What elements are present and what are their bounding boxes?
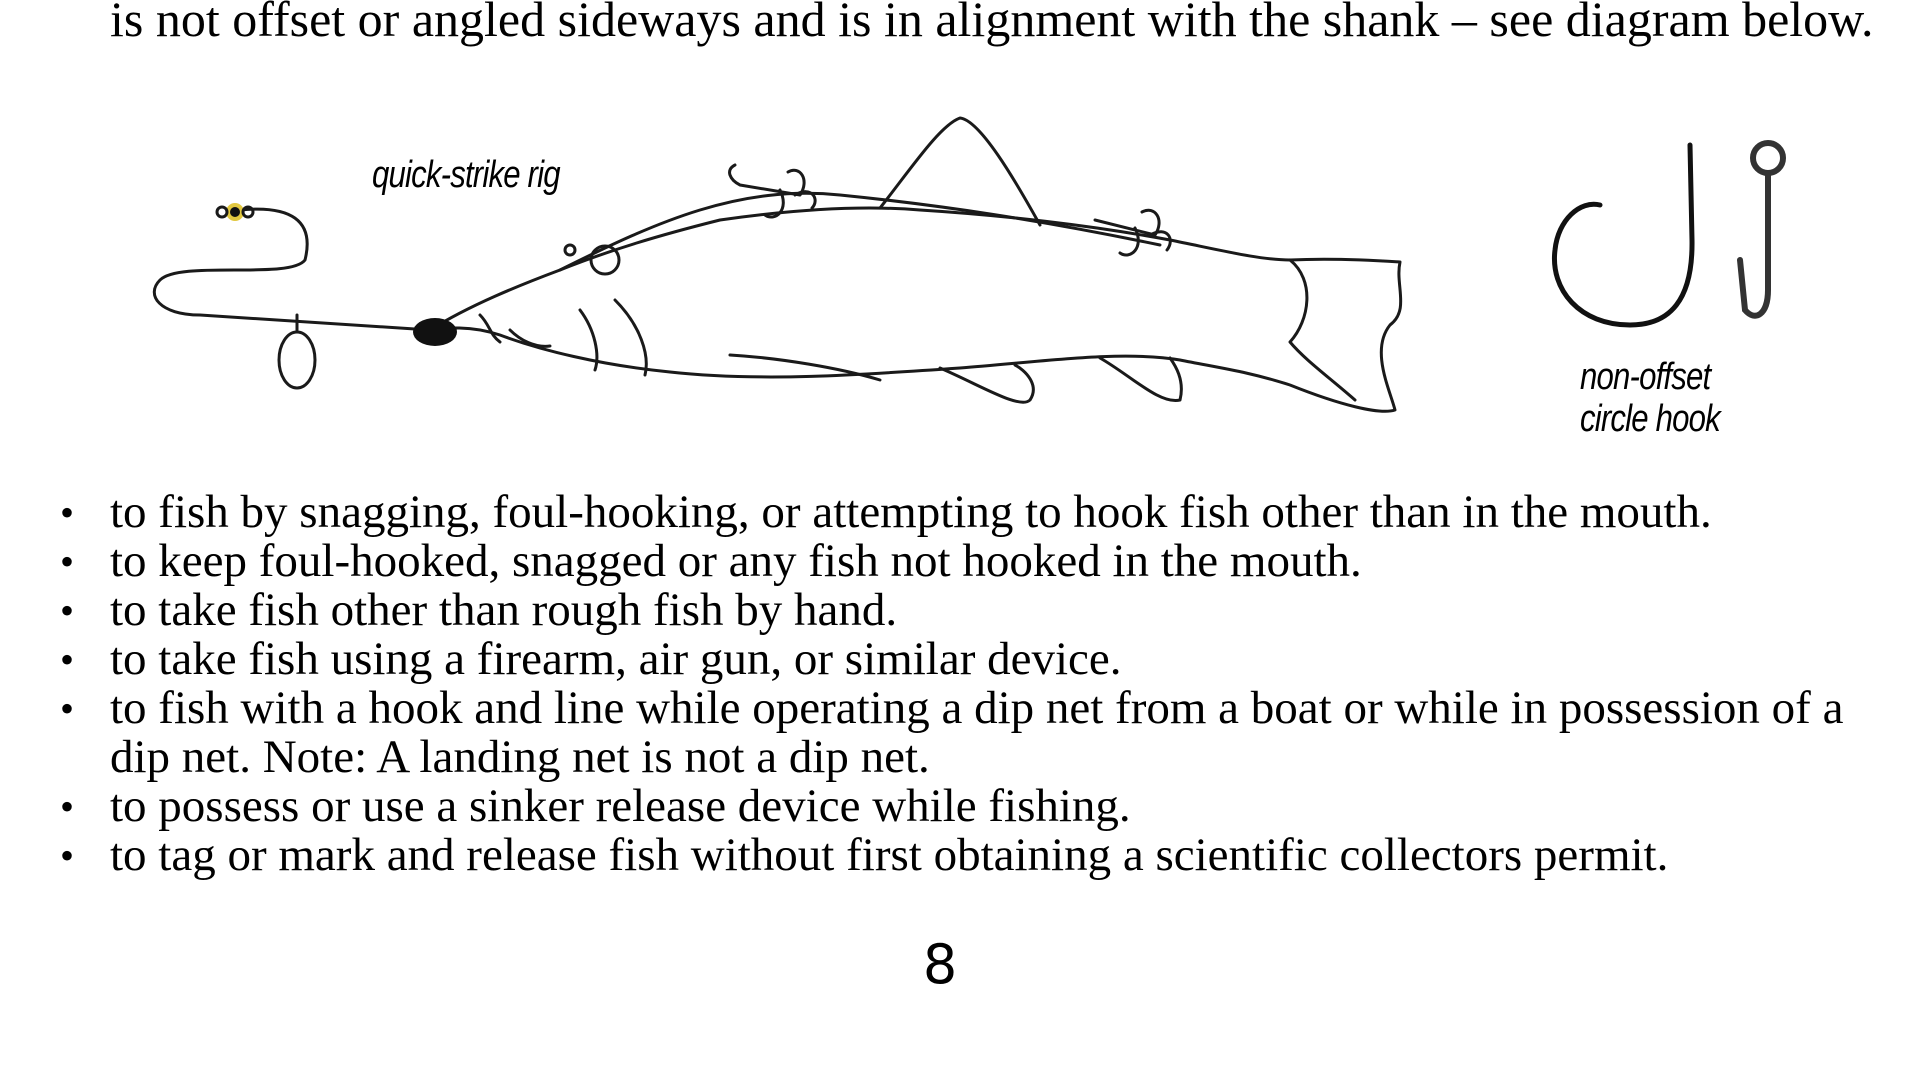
bullet-dot: • xyxy=(60,490,75,535)
j-hook xyxy=(1740,173,1768,316)
pelvic-fin xyxy=(940,365,1033,402)
list-item xyxy=(52,537,1882,586)
hook-label-line-2: circle hook xyxy=(1580,398,1720,440)
list-item-text: to take fish other than rough fish by hand. xyxy=(110,584,898,636)
list-item xyxy=(52,831,1882,880)
intro-text: is not offset or angled sideways and is in alignment with the shank – see diagram below. xyxy=(110,0,1874,47)
fish-eye xyxy=(591,246,619,274)
bullet-dot: • xyxy=(60,833,75,878)
page-number: 8 xyxy=(922,933,958,996)
list-item-text: to keep foul-hooked, snagged or any fish not hooked in the mouth. xyxy=(110,535,1362,587)
rig-line xyxy=(560,193,1160,270)
list-item-text: to fish by snagging, foul-hooking, or attempting to hook fish other than in the mouth. xyxy=(110,486,1712,538)
list-item xyxy=(52,684,1882,782)
list-item xyxy=(52,586,1882,635)
regulations-list xyxy=(52,488,1882,880)
bullet-dot: • xyxy=(60,637,75,682)
list-item-text: to fish with a hook and line while operating a dip net from a boat or while in possession of a dip net. Note: A landing net is not a dip net. xyxy=(110,682,1844,783)
float-shape xyxy=(279,332,315,388)
swivel xyxy=(228,205,242,219)
list-item xyxy=(52,782,1882,831)
rig-label: quick-strike rig xyxy=(372,154,560,196)
list-item xyxy=(52,635,1882,684)
treble-hook-front xyxy=(730,165,816,217)
list-item-text: to possess or use a sinker release device while fishing. xyxy=(110,780,1131,832)
hook-label-line-1: non-offset xyxy=(1580,356,1711,398)
hook-eye xyxy=(1753,143,1783,173)
bullet-dot: • xyxy=(60,539,75,584)
rig-diagram xyxy=(140,110,1840,470)
list-item-text: to tag or mark and release fish without first obtaining a scientific collectors permit. xyxy=(110,829,1669,881)
list-item-text: to take fish using a firearm, air gun, or similar device. xyxy=(110,633,1122,685)
anal-fin xyxy=(1100,358,1181,401)
bullet-dot: • xyxy=(60,686,75,731)
list-item xyxy=(52,488,1882,537)
snout xyxy=(480,315,500,342)
fish-body xyxy=(430,208,1401,411)
circle-hook xyxy=(1554,145,1692,325)
leader-line xyxy=(154,209,430,330)
bullet-dot: • xyxy=(60,784,75,829)
mouth xyxy=(510,330,550,346)
gill-line xyxy=(615,300,646,375)
sinker xyxy=(413,318,457,346)
tail-fin xyxy=(1290,260,1355,400)
bullet-dot: • xyxy=(60,588,75,633)
